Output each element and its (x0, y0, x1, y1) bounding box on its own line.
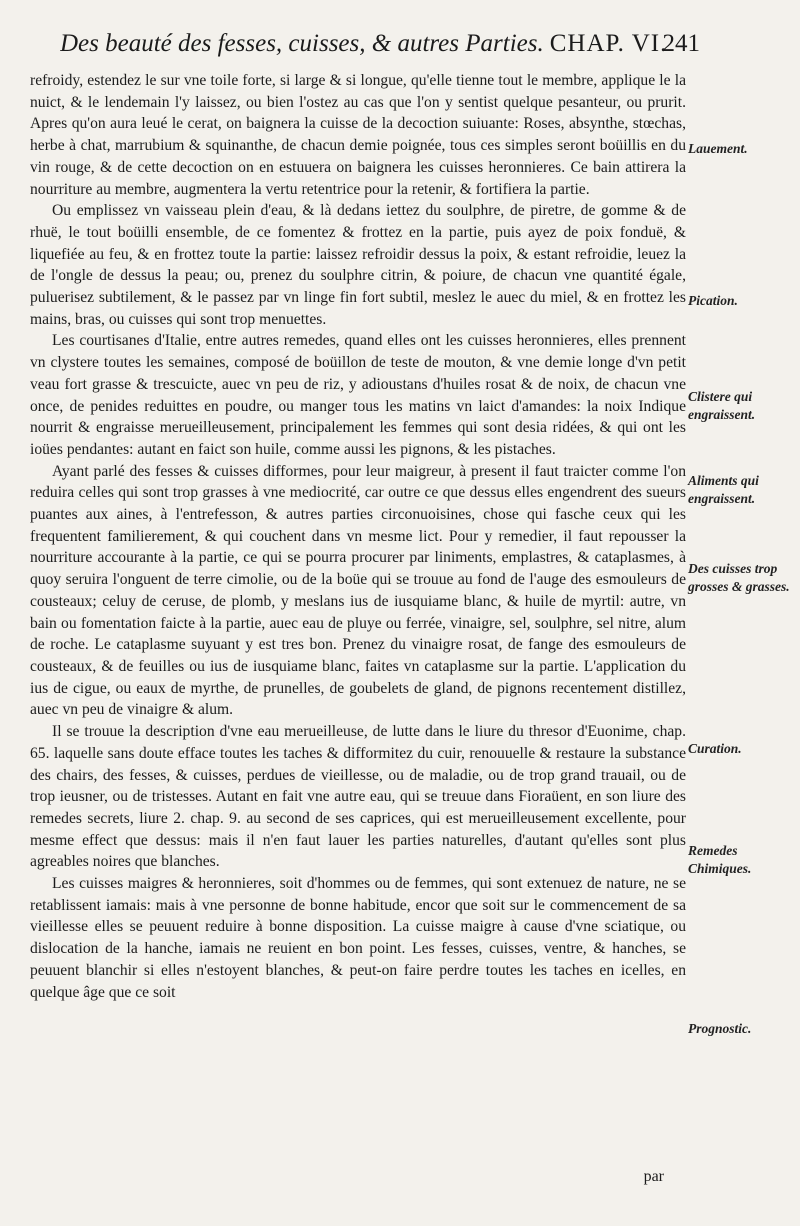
paragraph: Ou emplissez vn vaisseau plein d'eau, & là dedans iettez du soulphre, de piretre, de gomme & de rhuë, le tout boüilli ensemble, de ce fomentez & frottez en la partie, puis ayez de poix fonduë, & liquefiée au feu, & en frottez toute la partie: laissez refroidir dessus la poix, & estant refroidie, leuez la de l'ongle de dessus la peau; ou, prenez du soulphre citrin, & poiure, de chacun vne quantité égale, puluerisez subtilement, & le passez par vn linge fin fort subtil, meslez le auec du miel, & en frottez les mains, bras, ou cuisses qui sont trop menuettes. (30, 202, 686, 328)
main-text (30, 70, 686, 1170)
running-header (60, 30, 700, 64)
chapter-label: CHAP. VI. (549, 30, 668, 57)
margin-note: Curation. (688, 741, 742, 756)
margin-note: Clistere qui engraissent. (688, 389, 756, 422)
margin-note: Remedes Chimiques. (688, 843, 752, 876)
margin-note: Des cuisses trop grosses & grasses. (688, 561, 790, 594)
margin-note: Prognostic. (688, 1021, 752, 1036)
paragraph: Il se trouue la description d'vne eau merueilleuse, de lutte dans le liure du thresor d'Euonime, chap. 65. laquelle sans doute efface toutes les taches & difformitez du cuir, renouuelle & restaure la substance des chairs, des fesses, & cuisses, perdues de vieillesse, ou de maladie, ou de trop grand trauail, ou de trop ieusner, ou de tristesses. Autant en fait vne autre eau, qui se treuue dans Fioraüent, en son liure des remedes secrets, liure 2. chap. 9. au second de ses caprices, qui est merueilleusement excellente, pour mesme effect que dessus: mais il n'en faut lauer les parties naturelles, d'autant qu'elles sont plus agreables noires que blanches. (30, 723, 686, 871)
paragraph: Ayant parlé des fesses & cuisses difformes, pour leur maigreur, à present il faut traicter comme l'on reduira celles qui sont trop grasses à vne mediocrité, car outre ce que dessus elles engendrent des sueurs puantes aux aines, à l'entrefesson, & autres parties circonuoisines, chose qui fasche ceux qui les frequentent familierement, & qui couchent dans vn mesme lict. Pour y remedier, il faut repousser la nourriture accourante à la partie, ce qui se pourra procurer par liniments, emplastres, & cataplasmes, à quoy seruira l'onguent de terre cimolie, ou de la boüe qui se trouue au fond de l'auge des esmouleurs de cousteaux; celuy de ceruse, de plomb, y meslans ius de iusquiame blanc, & huile de myrtil: autre, vn bain ou fomentation faicte à la partie, auec eau de pluye ou ferrée, vinaigre, sel, soulphre, sel nitre, alum de roche. Le cataplasme suyuant y est tres bon. Prenez du vinaigre rosat, de fange des esmouleurs de cousteaux, & de feuilles ou ius de iusquiame blanc, faites vn cataplasme sur la partie. L'application du ius de cigue, ou eaux de myrthe, de prunelles, de goubelets de gland, de pignons recentement distillez, auec vn peu de vinaigre & alum. (30, 462, 686, 719)
paragraph: Les courtisanes d'Italie, entre autres remedes, quand elles ont les cuisses heronnieres, elles prennent vn clystere toutes les semaines, composé de boüillon de teste de mouton, & vne demie longe d'vn petit veau fort grasse & trescuicte, auec vn peu de riz, y adioustans d'huiles rosat & de noix, de chacun vne once, de penides reduittes en poudre, ou manger tous les matins vn laict d'amandes: la noix Indique nourrit & engraisse merueilleusement, principalement les femmes qui sont desia ridées, & qui ont les ioües pendantes: autant en faict son huile, comme aussi les pignons, & les pistaches. (30, 332, 686, 458)
paragraph: refroidy, estendez le sur vne toile forte, si large & si longue, qu'elle tienne tout le membre, applique le la nuict, & le lendemain l'y laissez, ou bien l'ostez au cas que l'on y sentist quelque pesanteur, ou prurit. Apres qu'on aura leué le cerat, on baignera la cuisse de la decoction suiuante: Roses, absynthe, stœchas, herbe à chat, marrubium & squinanthe, de chacun demie poignée, tous ces simples seront boüillis en du vin rouge, & de cette decoction on en estuuera on baignera les cuisses heronnieres. Ce bain attirera la nourriture au membre, augmentera la vertu retentrice pour la retenir, & fortifiera la partie. (30, 72, 686, 198)
margin-note: Lauement. (688, 141, 748, 156)
running-title: Des beauté des fesses, cuisses, & autres Parties. (60, 30, 544, 57)
page-number: 241 (662, 30, 700, 57)
margin-note: Aliments qui engraissent. (688, 473, 759, 506)
catchword: par (643, 1168, 664, 1185)
paragraph: Les cuisses maigres & heronnieres, soit d'hommes ou de femmes, qui sont extenuez de nature, ne se retablissent iamais: mais à vne personne de bonne habitude, encor que soit sur le commencement de sa vieillesse elles se peuuent reduire à bonne disposition. La cuisse maigre à cause d'vne sciatique, ou dislocation de la hanche, iamais ne reuient en bon point. Les fesses, cuisses, ventre, & hanches, se peuuent blanchir si elles n'estoyent blanches, & peut-on faire perdre toutes les taches en icelles, en quelque âge que ce soit (30, 875, 686, 1001)
margin-note: Pication. (688, 293, 738, 308)
